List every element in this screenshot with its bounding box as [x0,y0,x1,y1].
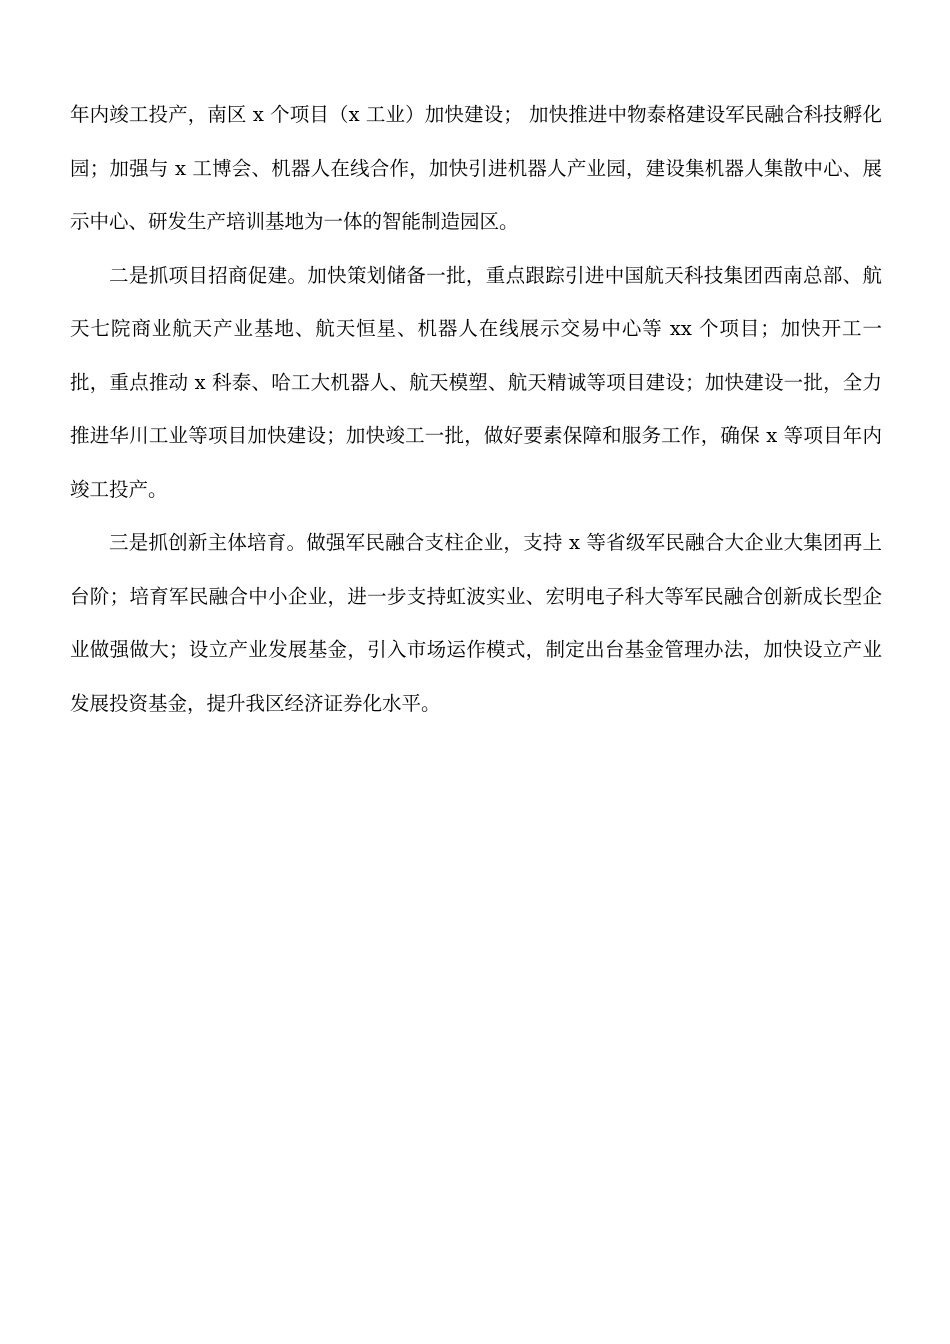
paragraph-innovation-cultivation: 三是抓创新主体培育。做强军民融合支柱企业，支持 x 等省级军民融合大企业大集团再上台阶；培育军民融合中小企业，进一步支持虹波实业、宏明电子科大等军民融合创新成长型企业做强做大；设立产业发展基金，引入市场运作模式，制定出台基金管理办法，加快设立产业发展投资基金，提升我区经济证券化水平。 [70,531,882,715]
paragraph-project-investment: 二是抓项目招商促建。加快策划储备一批，重点跟踪引进中国航天科技集团西南总部、航天七院商业航天产业基地、航天恒星、机器人在线展示交易中心等 xx 个项目；加快开工一批，重点推动 x 科泰、哈工大机器人、航天模塑、航天精诚等项目建设；加快建设一批，全力推进华川工业等项目加快建设；加快竣工一批，做好要素保障和服务工作，确保 x 等项目年内竣工投产。 [70,263,882,501]
document-body [70,88,882,730]
paragraph-continuation: 年内竣工投产，南区 x 个项目（x 工业）加快建设； 加快推进中物泰格建设军民融合科技孵化园；加强与 x 工博会、机器人在线合作，加快引进机器人产业园，建设集机器人集散中心、展示中心、研发生产培训基地为一体的智能制造园区。 [70,103,882,233]
